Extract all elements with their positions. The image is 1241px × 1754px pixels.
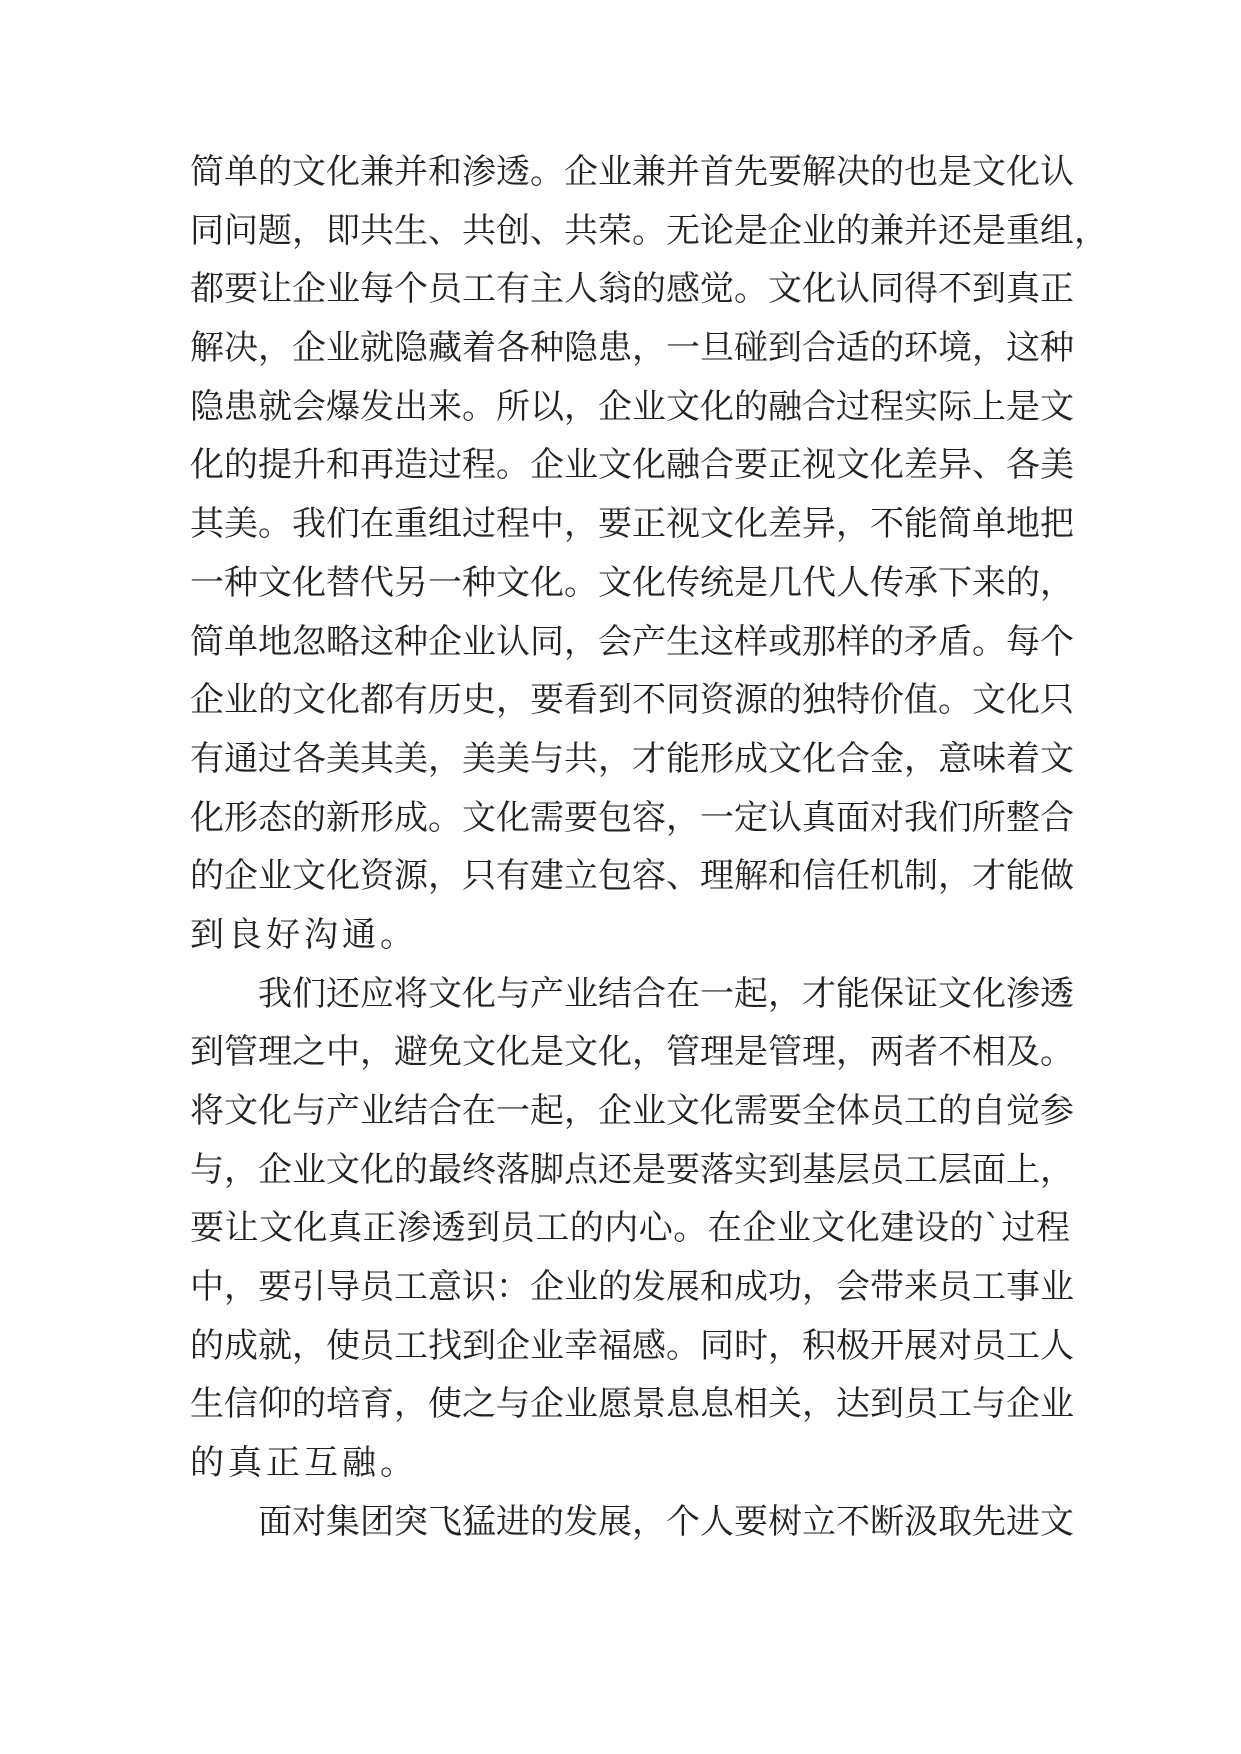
text-line: 其美。我们在重组过程中，要正视文化差异，不能简单地把 — [190, 504, 1074, 545]
text-line: 我们还应将文化与产业结合在一起，才能保证文化渗透 — [258, 973, 1074, 1014]
text-line: 简单地忽略这种企业认同，会产生这样或那样的矛盾。每个 — [190, 621, 1074, 662]
text-line: 简单的文化兼并和渗透。企业兼并首先要解决的也是文化认 — [190, 152, 1074, 192]
text-line: 解决，企业就隐藏着各种隐患，一旦碰到合适的环境，这种 — [190, 328, 1074, 369]
text-line: 化的提升和再造过程。企业文化融合要正视文化差异、各美 — [190, 445, 1074, 486]
text-line: 与，企业文化的最终落脚点还是要落实到基层员工层面上， — [190, 1149, 1074, 1190]
text-line: 到管理之中，避免文化是文化，管理是管理，两者不相及。 — [190, 1032, 1074, 1073]
text-line: 的成就，使员工找到企业幸福感。同时，积极开展对员工人 — [190, 1325, 1074, 1366]
text-line: 有通过各美其美，美美与共，才能形成文化合金，意味着文 — [190, 738, 1074, 779]
text-line: 都要让企业每个员工有主人翁的感觉。文化认同得不到真正 — [190, 269, 1074, 310]
text-line: 化形态的新形成。文化需要包容，一定认真面对我们所整合 — [190, 797, 1074, 838]
text-line: 到良好沟通。 — [190, 914, 418, 955]
text-line: 面对集团突飞猛进的发展，个人要树立不断汲取先进文 — [258, 1501, 1074, 1542]
text-line: 的企业文化资源，只有建立包容、理解和信任机制，才能做 — [190, 856, 1074, 897]
text-line: 同问题，即共生、共创、共荣。无论是企业的兼并还是重组， — [190, 210, 1108, 251]
text-line: 隐患就会爆发出来。所以，企业文化的融合过程实际上是文 — [190, 386, 1074, 427]
text-line: 将文化与产业结合在一起，企业文化需要全体员工的自觉参 — [190, 1091, 1074, 1131]
text-line: 要让文化真正渗透到员工的内心。在企业文化建设的`过程 — [190, 1208, 1070, 1249]
text-line: 中，要引导员工意识：企业的发展和成功，会带来员工事业 — [190, 1267, 1074, 1308]
text-line: 一种文化替代另一种文化。文化传统是几代人传承下来的， — [190, 562, 1074, 603]
text-line: 生信仰的培育，使之与企业愿景息息相关，达到员工与企业 — [190, 1384, 1074, 1425]
text-line: 企业的文化都有历史，要看到不同资源的独特价值。文化只 — [190, 680, 1074, 721]
document-body — [190, 143, 1108, 1552]
text-line: 的真正互融。 — [190, 1443, 418, 1484]
